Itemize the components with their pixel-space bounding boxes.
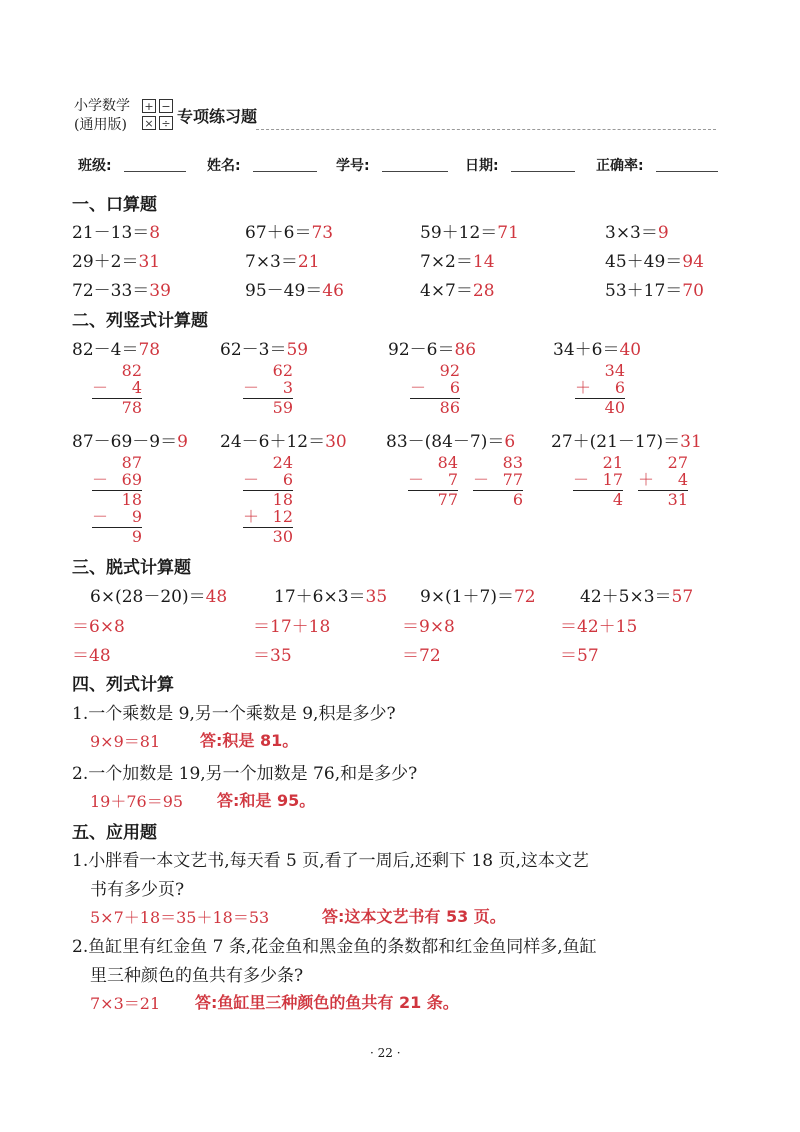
vertical-rule [92, 527, 142, 528]
class-field[interactable] [124, 171, 186, 172]
step-line: ＝42＋15 [560, 617, 638, 637]
vertical-calc: 87 － 69 18 － 9 9 [92, 453, 142, 546]
vertical-calc: 34 ＋ 6 40 [575, 361, 625, 417]
answer-expression: 19＋76＝95 [90, 792, 184, 811]
vertical-problem: 34＋6＝40 [553, 340, 642, 360]
vertical-rule [92, 398, 142, 399]
vertical-problem: 62－3＝59 [220, 340, 309, 360]
mental-math-item: 72－33＝39 [72, 281, 171, 301]
vertical-calc: 83 － 77 6 [473, 453, 523, 509]
answer-statement: 答:鱼缸里三种颜色的鱼共有 21 条。 [195, 993, 459, 1012]
mental-math-item: 59＋12＝71 [420, 223, 519, 243]
series-line-1: 小学数学 [74, 98, 130, 114]
vertical-rule [473, 490, 523, 491]
step-problem: 42＋5×3＝57 [580, 587, 694, 607]
date-label: 日期: [465, 158, 499, 174]
step-line: ＝48 [72, 646, 111, 666]
class-label: 班级: [78, 158, 112, 174]
vertical-calc: 84 － 7 77 [408, 453, 458, 509]
vertical-calc: 21 － 17 4 [573, 453, 623, 509]
accuracy-field[interactable] [656, 171, 718, 172]
question-text: 2.鱼缸里有红金鱼 7 条,花金鱼和黑金鱼的条数都和红金鱼同样多,鱼缸 [72, 937, 597, 957]
vertical-calc: 92 － 6 86 [410, 361, 460, 417]
step-problem: 6×(28－20)＝48 [90, 587, 228, 607]
mental-math-item: 67＋6＝73 [245, 223, 334, 243]
answer-statement: 答:积是 81。 [200, 731, 299, 750]
page-number: · 22 · [370, 1046, 401, 1060]
vertical-rule [638, 490, 688, 491]
question-text: 书有多少页? [90, 880, 185, 900]
vertical-problem: 92－6＝86 [388, 340, 477, 360]
student-id-field[interactable] [382, 171, 448, 172]
section-4-title: 四、列式计算 [72, 675, 174, 695]
step-problem: 9×(1＋7)＝72 [420, 587, 536, 607]
section-1-title: 一、口算题 [72, 195, 157, 215]
header-divider [256, 129, 716, 130]
vertical-rule [92, 490, 142, 491]
mental-math-item: 3×3＝9 [605, 223, 669, 243]
student-id-label: 学号: [336, 158, 370, 174]
vertical-calc: 27 ＋ 4 31 [638, 453, 688, 509]
section-2-title: 二、列竖式计算题 [72, 311, 208, 331]
step-problem: 17＋6×3＝35 [274, 587, 388, 607]
series-label [74, 97, 130, 135]
vertical-rule [573, 490, 623, 491]
operations-logo [142, 99, 174, 133]
vertical-calc: 82 － 4 78 [92, 361, 142, 417]
mental-math-item: 29＋2＝31 [72, 252, 161, 272]
step-line: ＝35 [253, 646, 292, 666]
mental-math-item: 21－13＝8 [72, 223, 161, 243]
mental-math-item: 45＋49＝94 [605, 252, 704, 272]
vertical-calc: 62 － 3 59 [243, 361, 293, 417]
answer-expression: 9×9＝81 [90, 732, 161, 751]
vertical-rule [408, 490, 458, 491]
answer-expression: 5×7＋18＝35＋18＝53 [90, 908, 270, 927]
page-title: 专项练习题 [177, 107, 258, 126]
section-5-title: 五、应用题 [72, 823, 157, 843]
question-text: 1.小胖看一本文艺书,每天看 5 页,看了一周后,还剩下 18 页,这本文艺 [72, 851, 589, 871]
question-text: 1.一个乘数是 9,另一个乘数是 9,积是多少? [72, 704, 396, 724]
question-text: 里三种颜色的鱼共有多少条? [90, 966, 304, 986]
answer-expression: 7×3＝21 [90, 994, 161, 1013]
step-line: ＝72 [402, 646, 441, 666]
vertical-rule [243, 527, 293, 528]
series-line-2: (通用版) [74, 117, 127, 133]
date-field[interactable] [511, 171, 575, 172]
name-field[interactable] [253, 171, 317, 172]
accuracy-label: 正确率: [596, 158, 644, 174]
step-line: ＝57 [560, 646, 599, 666]
mental-math-item: 7×3＝21 [245, 252, 320, 272]
question-text: 2.一个加数是 19,另一个加数是 76,和是多少? [72, 764, 418, 784]
vertical-calc: 24 － 6 18 ＋ 12 30 [243, 453, 293, 546]
divide-icon: ÷ [159, 116, 173, 130]
step-line: ＝6×8 [72, 617, 125, 637]
vertical-rule [575, 398, 625, 399]
answer-statement: 答:和是 95。 [217, 791, 316, 810]
mental-math-item: 7×2＝14 [420, 252, 495, 272]
vertical-problem: 82－4＝78 [72, 340, 161, 360]
minus-icon: − [159, 99, 173, 113]
step-line: ＝9×8 [402, 617, 455, 637]
answer-statement: 答:这本文艺书有 53 页。 [322, 907, 506, 926]
vertical-rule [243, 398, 293, 399]
step-line: ＝17＋18 [253, 617, 331, 637]
plus-icon: + [142, 99, 156, 113]
vertical-problem: 87－69－9＝9 [72, 432, 188, 452]
mental-math-item: 95－49＝46 [245, 281, 344, 301]
mental-math-item: 4×7＝28 [420, 281, 495, 301]
mental-math-item: 53＋17＝70 [605, 281, 704, 301]
vertical-problem: 27＋(21－17)＝31 [551, 432, 702, 452]
vertical-problem: 24－6＋12＝30 [220, 432, 347, 452]
multiply-icon: × [142, 116, 156, 130]
vertical-problem: 83－(84－7)＝6 [386, 432, 516, 452]
vertical-rule [243, 490, 293, 491]
section-3-title: 三、脱式计算题 [72, 558, 191, 578]
name-label: 姓名: [207, 158, 241, 174]
vertical-rule [410, 398, 460, 399]
